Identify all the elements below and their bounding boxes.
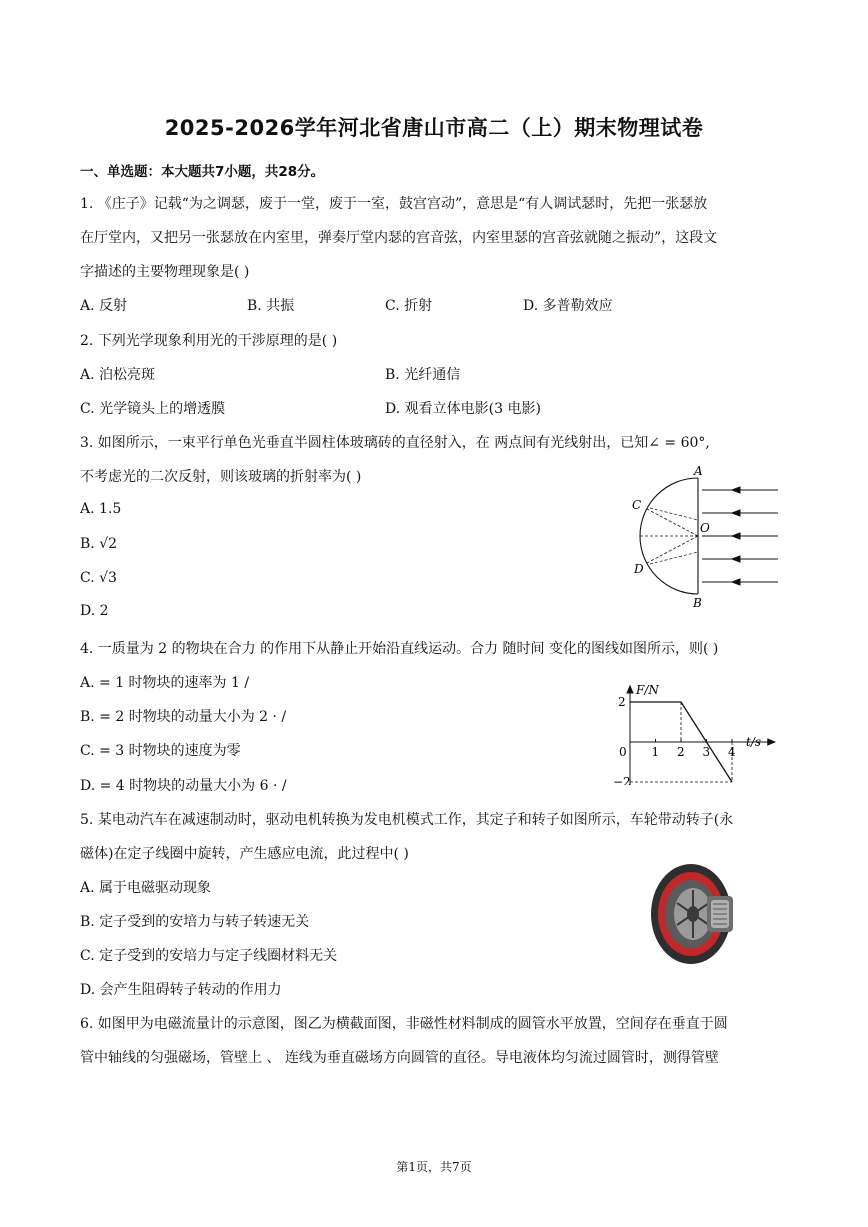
label-c: C <box>632 498 642 512</box>
incident-rays <box>702 487 778 585</box>
y-axis-label: F/N <box>636 683 659 697</box>
q5-option-b[interactable]: B. 定子受到的安培力与转子转速无关 <box>80 914 310 930</box>
q4-option-c[interactable]: C. = 3 时物块的速度为零 <box>80 743 241 759</box>
section-heading: 一、单选题：本大题共7小题，共28分。 <box>80 164 325 180</box>
q5-line-1: 5. 某电动汽车在减速制动时，驱动电机转换为发电机模式工作，其定子和转子如图所示，车轮带动转子(永 <box>80 812 734 828</box>
label-o: O <box>700 521 710 535</box>
x-tick-label: 2 <box>677 745 685 759</box>
q6-line-1: 6. 如图甲为电磁流量计的示意图，图乙为横截面图，非磁性材料制成的圆管水平放置，空间存在垂直于圆 <box>80 1016 728 1032</box>
x-tick-label: 3 <box>702 745 711 759</box>
x-tick-label: 1 <box>651 745 660 759</box>
q3-line-1: 3. 如图所示，一束平行单色光垂直半圆柱体玻璃砖的直径射入，在 两点间有光线射出，已知∠ = 60°, <box>80 435 710 451</box>
q1-option-d[interactable]: D. 多普勒效应 <box>523 298 613 314</box>
q3-option-b[interactable]: B. √2 <box>80 536 118 552</box>
q1-line-2: 在厅堂内，又把另一张瑟放在内室里，弹奏厅堂内瑟的宫音弦，内室里瑟的宫音弦就随之振动”，这段文 <box>80 230 718 246</box>
q1-option-c[interactable]: C. 折射 <box>385 298 433 314</box>
q3-option-a[interactable]: A. 1.5 <box>80 501 122 517</box>
x-axis-label: t/s <box>746 735 762 749</box>
q1-line-1: 1. 《庄子》记载“为之调瑟，废于一堂，废于一室，鼓宫宫动”，意思是“有人调试瑟时，先把一张瑟放 <box>80 196 708 212</box>
motor-wheel-image <box>647 858 742 968</box>
q2-option-d[interactable]: D. 观看立体电影(3 电影) <box>385 401 541 417</box>
q2-option-b[interactable]: B. 光纤通信 <box>385 367 461 383</box>
q5-option-c[interactable]: C. 定子受到的安培力与定子线圈材料无关 <box>80 948 338 964</box>
q4-stem: 4. 一质量为 2 的物块在合力 的作用下从静止开始沿直线运动。合力 随时间 变化的图线如图所示，则( ) <box>80 641 719 657</box>
q1-line-3: 字描述的主要物理现象是( ) <box>80 264 250 280</box>
radius-od <box>645 536 698 564</box>
q3-option-d[interactable]: D. 2 <box>80 603 109 619</box>
q4-option-d[interactable]: D. = 4 时物块的动量大小为 6 · / <box>80 778 287 794</box>
q2-stem: 2. 下列光学现象利用光的干涉原理的是( ) <box>80 333 338 349</box>
y-tick-label: 2 <box>618 695 626 709</box>
q1-option-b[interactable]: B. 共振 <box>247 298 295 314</box>
q6-line-2: 管中轴线的匀强磁场，管壁上 、 连线为垂直磁场方向圆管的直径。导电液体均匀流过圆管时，测得管壁 <box>80 1050 719 1066</box>
q5-option-a[interactable]: A. 属于电磁驱动现象 <box>80 880 212 896</box>
q1-option-a[interactable]: A. 反射 <box>80 298 128 314</box>
radius-oc <box>645 508 698 536</box>
q4-option-b[interactable]: B. = 2 时物块的动量大小为 2 · / <box>80 709 287 725</box>
label-a: A <box>694 464 703 478</box>
q2-option-c[interactable]: C. 光学镜头上的增透膜 <box>80 401 226 417</box>
semicircle-arc <box>640 478 698 594</box>
label-d: D <box>634 562 644 576</box>
x-tick-label: 0 <box>619 745 627 759</box>
semicircle-figure <box>620 460 790 612</box>
q4-option-a[interactable]: A. = 1 时物块的速率为 1 / <box>80 675 250 691</box>
y-axis-arrow <box>627 686 633 693</box>
q2-option-a[interactable]: A. 泊松亮斑 <box>80 367 156 383</box>
x-tick-label: 4 <box>728 745 736 759</box>
label-b: B <box>693 596 702 610</box>
y-tick-label: −2 <box>613 775 631 785</box>
q3-line-2: 不考虑光的二次反射，则该玻璃的折射率为( ) <box>80 469 362 485</box>
x-axis-arrow <box>768 739 775 745</box>
exam-title: 2025-2026学年河北省唐山市高二（上）期末物理试卷 <box>164 116 704 140</box>
q5-option-d[interactable]: D. 会产生阻碍转子转动的作用力 <box>80 982 282 998</box>
page-footer: 第1页，共7页 <box>396 1160 472 1174</box>
q3-option-c[interactable]: C. √3 <box>80 570 117 586</box>
force-time-chart <box>605 660 785 785</box>
q5-line-2: 磁体)在定子线圈中旋转，产生感应电流，此过程中( ) <box>80 846 409 862</box>
